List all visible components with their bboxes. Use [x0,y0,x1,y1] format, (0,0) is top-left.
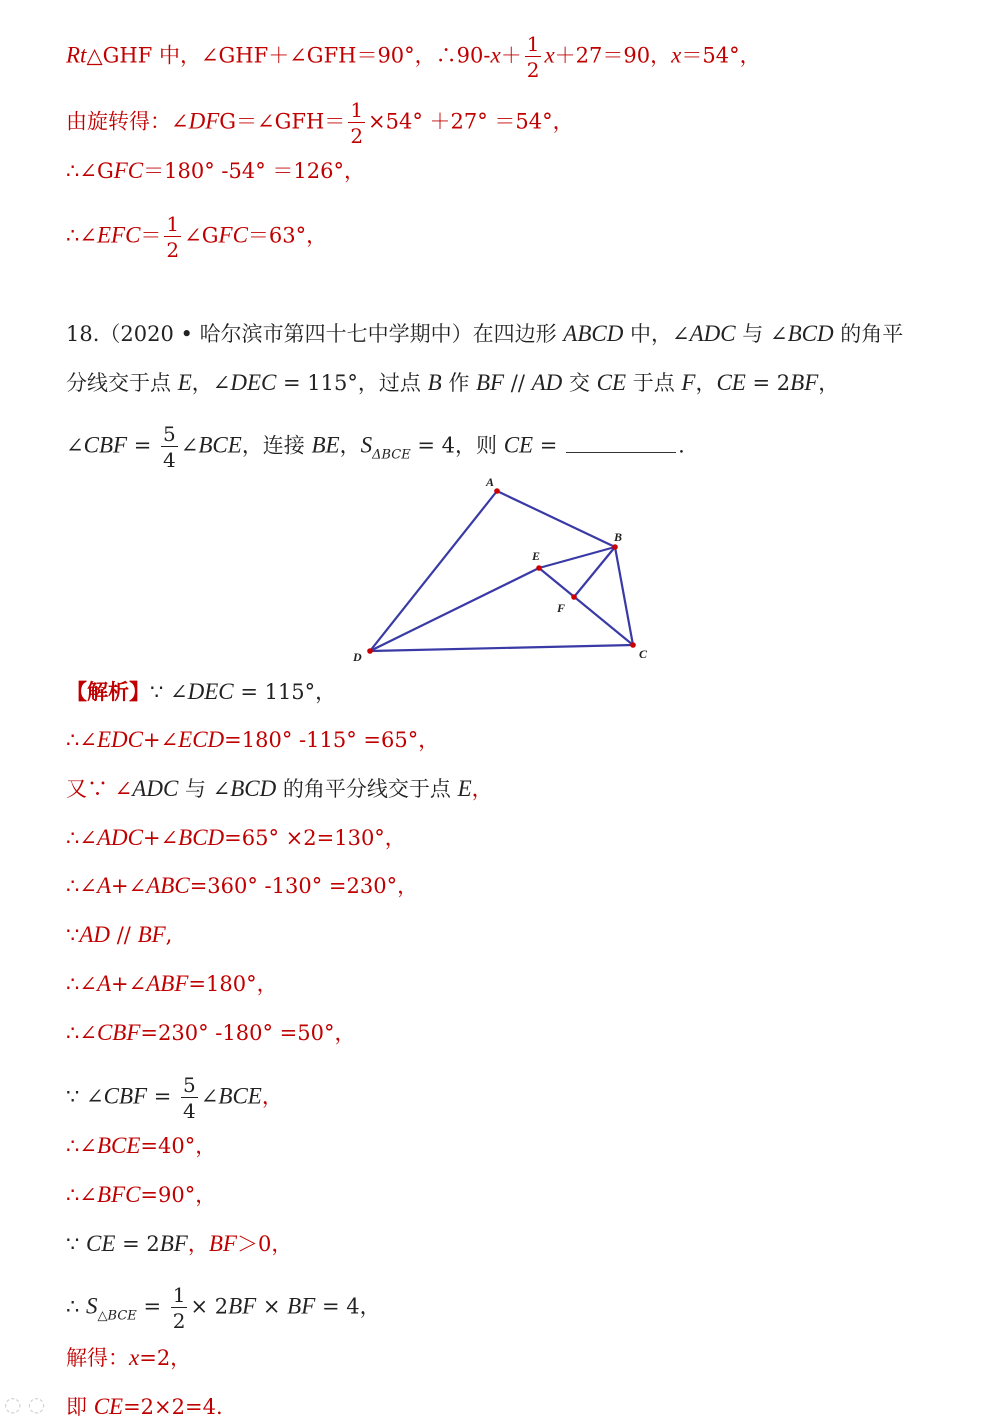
text: 分线交于点 [66,371,178,395]
text: =2， [139,1346,192,1370]
text: ∴ [66,1294,87,1319]
solution-line-12 [66,1230,292,1258]
text: =2×2=4. [123,1395,223,1419]
fraction [171,1285,188,1331]
text: BF [287,1293,316,1319]
label-a: A [486,475,495,489]
text: +∠ [142,728,179,752]
text: ∵ ∠ [66,1084,104,1109]
text: // [504,371,532,395]
text: 又∵ ∠ [66,777,133,801]
text: x [671,42,682,68]
text: BF [228,1293,257,1319]
solution-line-10 [66,1132,216,1160]
segment-ec [539,568,633,645]
text: ∴∠ [66,223,97,248]
segment-de [370,568,539,651]
text: ABC [146,873,190,898]
text: ADC [96,825,143,850]
segment-cd [370,645,633,651]
solution-line-13 [66,1285,381,1331]
text: ， [471,777,493,801]
label-c: C [639,647,648,661]
text: DEC [230,370,277,395]
problem-line-3 [66,424,685,470]
solution-line-9 [66,1075,283,1121]
text: = [136,1294,168,1319]
text: 与 ∠ [735,322,788,346]
text: ABF [146,971,189,996]
text: BE [311,432,340,458]
text: ECD [178,727,225,752]
text: 的角平分线交于点 [276,777,458,801]
text: CE [93,1394,124,1419]
segment-bc [615,547,633,645]
solution-line-2 [66,726,439,754]
fraction [164,214,181,260]
text: BCE [218,1083,262,1109]
fraction-denominator: 4 [183,1099,196,1123]
label-f: F [557,601,566,615]
text: 中，∠ [623,322,690,346]
text: =230° -180° =50°， [140,1021,356,1045]
label-d: D [353,650,362,664]
text: 作 [441,371,476,395]
text: ＝ [140,223,162,248]
prev-solution-line-1 [66,34,761,80]
text: FC [113,158,144,183]
text: ∴∠ [66,1134,97,1158]
text: ∴∠ [66,1183,97,1207]
text: F [681,370,696,395]
point-d [367,648,373,654]
text: = 2 [115,1232,160,1256]
text: CE [86,1231,116,1256]
text: ， [695,371,717,395]
text: BCD [178,825,225,850]
text: ∴∠G [66,159,114,183]
text: , [165,923,173,947]
text: ∴∠ [66,972,97,996]
solution-line-15 [66,1393,223,1421]
text: ， [339,433,361,458]
text: ∵ [66,1232,87,1256]
text: E [457,776,472,801]
text: x [129,1345,140,1370]
text: =180°， [188,972,278,996]
text: ∵ [66,923,80,947]
text: BCE [96,1133,141,1158]
text: CBF [103,1083,148,1109]
text: ＝54°， [681,43,761,68]
watermark-logo: ◌ ◌ [4,1392,46,1416]
fraction-numerator: 1 [526,32,540,56]
text: × [256,1294,288,1319]
text: = 2 [745,371,791,395]
fraction-denominator: 2 [172,1309,186,1333]
text: Rt [66,42,87,68]
analysis-tag: 【解析】 [66,679,150,704]
text: CE [716,370,746,395]
text: BF [137,922,166,947]
fraction [161,424,178,470]
point-f [571,594,577,600]
prev-solution-line-3 [66,157,365,185]
text: = [127,433,159,458]
text: x [544,42,555,68]
text: S [86,1293,98,1319]
solution-line-4 [66,824,406,852]
text: EDC [96,727,143,752]
text: =65° ×2=130°， [224,826,406,850]
text: ＝180° -54° ＝126°， [143,159,365,183]
text: 交 [562,371,597,395]
text: × 2 [190,1294,229,1319]
solution-line-6 [66,921,172,949]
text: ADC [689,321,736,346]
text: ∴∠ [66,826,97,850]
problem-line-2 [66,369,839,397]
fraction-denominator: 4 [163,448,176,472]
text: CE [503,432,534,458]
label-b: B [614,530,623,544]
text: BFC [96,1182,141,1207]
problem-line-1 [66,320,903,348]
text: = 115°， [233,680,337,704]
text: DEC [187,679,234,704]
text: BCD [230,776,277,801]
text: FC [218,222,248,248]
text: ， [187,1232,209,1256]
text: ∴∠ [66,728,97,752]
text: = [147,1084,179,1109]
text: = [533,433,565,458]
text: ∴∠ [66,874,97,898]
fraction-denominator: 2 [166,238,180,262]
segment-ab [497,491,615,547]
text: ∠ [180,433,199,458]
text: BCD [787,321,834,346]
text: ＝63°， [247,223,328,248]
text: ABCD [563,321,624,346]
text: ，连接 [241,433,312,458]
text: +∠ [111,972,147,996]
text: =360° -130° =230°， [189,874,419,898]
subscript: ΔBCE [372,447,411,463]
text: CE [596,370,627,395]
text: . [678,433,685,458]
text: BCE [198,432,242,458]
text: 解得： [66,1346,129,1370]
text: ， [818,371,840,395]
text: ＞0， [236,1232,293,1256]
fraction-numerator: 5 [183,1073,196,1097]
text: B [427,370,442,395]
text: BF [159,1231,188,1256]
text: 即 [66,1395,94,1419]
quadrilateral-figure [340,468,660,668]
text: x [490,42,501,68]
fraction [181,1075,198,1121]
text: ×54° ＋27° ＝54°， [368,109,574,134]
figure-labels [352,475,648,664]
text: CBF [83,432,128,458]
segment-eb [539,547,615,568]
text: 于点 [626,371,682,395]
fraction-numerator: 5 [163,422,176,446]
text: ∵ ∠ [150,680,188,704]
text: DF [188,108,220,134]
text: =90°， [140,1183,217,1207]
text: ∠G [184,223,219,248]
text: BF [790,370,819,395]
text: S [360,432,373,458]
text: ，∠ [191,371,231,395]
text: 与 ∠ [178,777,231,801]
fraction-numerator: 1 [166,212,180,236]
text: 18.（2020 • 哈尔滨市第四十七中学期中）在四边形 [66,322,564,346]
text: ＋ [500,43,522,68]
text: ∠ [66,433,84,458]
label-e: E [532,549,541,563]
fraction-numerator: 1 [350,98,364,122]
segment-bf [574,547,615,597]
solution-line-11 [66,1181,216,1209]
subscript: △BCE [97,1308,137,1324]
point-e [536,565,542,571]
solution-line-8 [66,1019,355,1047]
fraction-denominator: 2 [526,58,540,82]
solution-line-3 [66,775,493,803]
solution-line-1 [66,678,336,706]
point-b [612,544,618,550]
text: CBF [96,1020,141,1045]
fraction [525,34,542,80]
text: ， [261,1084,283,1109]
text: G＝∠GFH＝ [219,109,346,134]
text: E [177,370,192,395]
text: ADC [132,776,179,801]
text: =40°， [140,1134,217,1158]
text: A [96,971,112,996]
text: ＋27＝90， [554,43,672,68]
solution-line-14 [66,1344,191,1372]
text: = 4，则 [410,433,504,458]
text: △GHF 中，∠GHF＋∠GFH＝90°，∴90- [86,43,491,68]
prev-solution-line-2 [66,100,574,146]
text: // [110,923,138,947]
figure-lines [370,491,633,651]
solution-line-7 [66,970,278,998]
answer-blank [566,432,676,453]
text: 由旋转得：∠ [66,109,189,134]
fraction [348,100,365,146]
text: =180° -115° =65°， [224,728,440,752]
text: BF [208,1231,237,1256]
text: A [96,873,112,898]
text: = 115°，过点 [276,371,428,395]
segment-da [370,491,497,651]
text: AD [531,370,563,395]
text: +∠ [142,826,179,850]
solution-line-5 [66,872,418,900]
prev-solution-line-4 [66,214,327,260]
text: BF [476,370,505,395]
point-a [494,488,500,494]
fraction-denominator: 2 [350,124,364,148]
text: 的角平 [833,322,904,346]
text: ∴∠ [66,1021,97,1045]
text: +∠ [111,874,147,898]
point-c [630,642,636,648]
text: AD [79,922,111,947]
text: ∠ [200,1084,219,1109]
text: EFC [96,222,141,248]
fraction-numerator: 1 [172,1283,186,1307]
text: = 4， [315,1294,381,1319]
